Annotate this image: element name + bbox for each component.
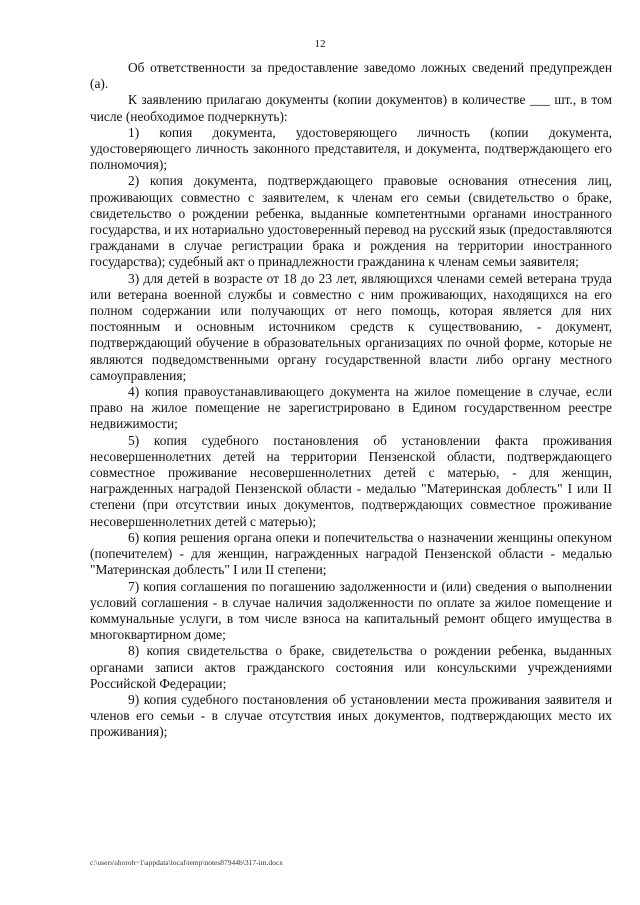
list-item-6: 6) копия решения органа опеки и попечительства о назначении женщины опекуном (попечителем) - для женщин, награжденных наградой Пензенской области - медалью "Материнская доблесть" I или II степени; bbox=[90, 529, 612, 578]
list-item-4: 4) копия правоустанавливающего документа на жилое помещение в случае, если право на жилое помещение не зарегистрировано в Едином государственном реестре недвижимости; bbox=[90, 384, 612, 432]
list-item-8: 8) копия свидетельства о браке, свидетельства о рождении ребенка, выданных органами записи актов гражданского состояния или консульскими учреждениями Российской Федерации; bbox=[90, 643, 612, 691]
list-item-5: 5) копия судебного постановления об установлении факта проживания несовершеннолетних детей на территории Пензенской области, подтверждающего совместное проживание несовершеннолетних детей с матерью, - для женщин, награжденных наградой Пензенской области - медалью "Материнская доблесть" I или II степени (при отсутствии иных документов, подтверждающих совместное проживание несовершеннолетних детей с матерью); bbox=[90, 432, 612, 529]
page-number: 12 bbox=[314, 38, 326, 50]
paragraph-attachments-intro: К заявлению прилагаю документы (копии документов) в количестве ___ шт., в том числе (необходимое подчеркнуть): bbox=[90, 92, 612, 124]
list-item-7: 7) копия соглашения по погашению задолженности и (или) сведения о выполнении условий соглашения - в случае наличия задолженности по оплате за жилое помещение и коммунальные услуги, в том числе взноса на капитальный ремонт общего имущества в многоквартирном доме; bbox=[90, 578, 612, 643]
list-item-9: 9) копия судебного постановления об установлении места проживания заявителя и членов его семьи - в случае отсутствия иных документов, подтверждающих место их проживания); bbox=[90, 691, 612, 740]
footer-file-path: c:\users\shoroh~1\appdata\local\temp\notes87944b\317-im.docx bbox=[90, 858, 283, 867]
list-item-2: 2) копия документа, подтверждающего правовые основания отнесения лиц, проживающих совместно с заявителем, к членам его семьи (свидетельство о браке, свидетельство о рождении ребенка, выданные компетентными органами иностранного государства, и их нотариально удостоверенный перевод на русский язык (предоставляются гражданами в случае регистрации брака и рождения на территории иностранного государства); судебный акт о принадлежности гражданина к членам семьи заявителя; bbox=[90, 173, 612, 270]
paragraph-liability-warning: Об ответственности за предоставление заведомо ложных сведений предупрежден (а). bbox=[90, 60, 612, 92]
document-body bbox=[90, 60, 612, 741]
list-item-1: 1) копия документа, удостоверяющего личность (копии документа, удостоверяющего личность законного представителя, и документа, подтверждающего его полномочия); bbox=[90, 124, 612, 173]
list-item-3: 3) для детей в возрасте от 18 до 23 лет, являющихся членами семей ветерана труда или ветерана военной службы и совместно с ним проживающих, находящихся на его полном содержании или получающих от него помощь, которая является для них постоянным и основным источником средств к существованию, - документ, подтверждающий обучение в образовательных организациях по очной форме, которые не являются подведомственными органу государственной власти либо органу местного самоуправления; bbox=[90, 270, 612, 383]
